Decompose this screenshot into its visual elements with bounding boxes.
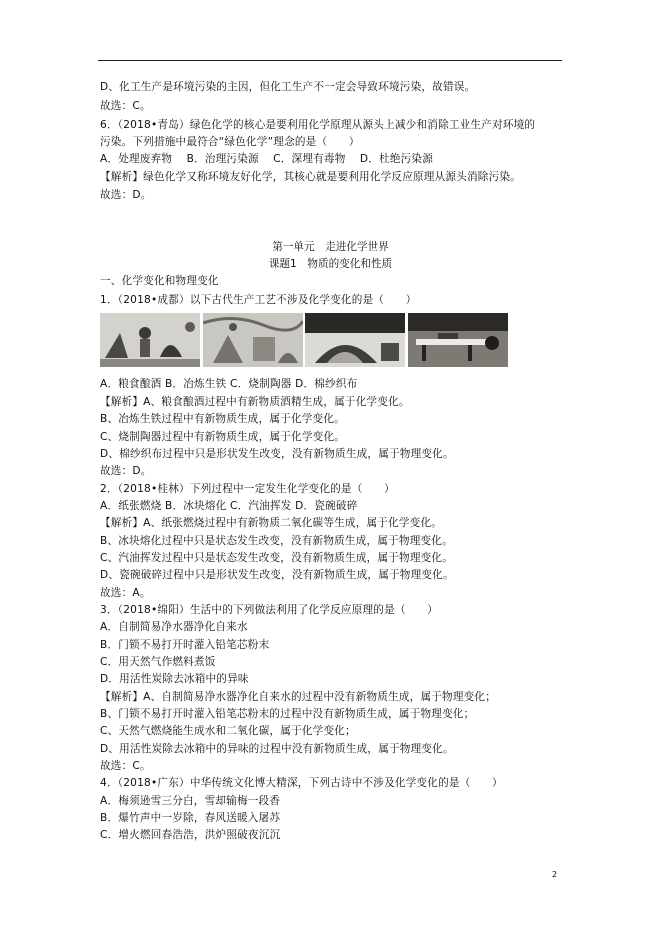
text-line: B、冶炼生铁过程中有新物质生成，属于化学变化。 [100,413,345,425]
text-line: C．用天然气作燃料煮饭 [100,656,216,668]
text-line: B．爆竹声中一岁除，春风送暖入屠苏 [100,812,281,824]
pottery-firing-image [305,313,406,367]
text-line: C、天然气燃烧能生成水和二氧化碳，属于化学变化； [100,725,356,737]
text-line: 故选：A。 [100,587,151,599]
text-line: 【解析】绿色化学又称环境友好化学，其核心就是要利用化学反应原理从源头消除污染。 [100,171,521,183]
text-line: 【解析】A、自制简易净水器净化自来水的过程中没有新物质生成，属于物理变化； [100,691,497,703]
text-line: 【解析】A、粮食酿酒过程中有新物质酒精生成，属于化学变化。 [100,396,410,408]
lesson-title: 课题1 物质的变化和性质 [268,258,393,270]
text-line: B、门锁不易打开时灌入铅笔芯粉末的过程中没有新物质生成，属于物理变化； [100,708,475,720]
text-line: D．用活性炭除去冰箱中的异味 [100,673,249,685]
text-line: A．自制简易净水器净化自来水 [100,621,248,633]
text-line: D、瓷碗破碎过程中只是形状发生改变，没有新物质生成，属于物理变化。 [100,569,454,581]
header-rule [98,60,562,61]
text-line: 4．（2018•广东）中华传统文化博大精深，下列古诗中不涉及化学变化的是（ ） [100,777,503,789]
iron-smelting-image [203,313,304,367]
question-1-stem: 1．（2018•成都）以下古代生产工艺不涉及化学变化的是（ ） [100,294,417,306]
page-number: 2 [552,870,558,879]
text-line: 2．（2018•桂林）下列过程中一定发生化学变化的是（ ） [100,483,395,495]
text-line: B．门锁不易打开时灌入铅笔芯粉末 [100,639,270,651]
text-line: 故选：D。 [100,465,152,477]
text-line: D、化工生产是环境污染的主因，但化工生产不一定会导致环境污染，故错误。 [100,81,476,93]
text-line: 故选：C。 [100,760,151,772]
grain-wine-image [100,313,201,367]
text-line: A．梅须逊雪三分白，雪却输梅一段香 [100,795,281,807]
text-line: C、烧制陶器过程中有新物质生成，属于化学变化。 [100,431,346,443]
text-line: 污染。下列措施中最符合“绿色化学”理念的是（ ） [100,136,360,148]
text-line: A．纸张燃烧 B．冰块熔化 C．汽油挥发 D．瓷碗破碎 [100,500,358,512]
text-line: 6．（2018•青岛）绿色化学的核心是要利用化学原理从源头上减少和消除工业生产对环境的 [100,119,536,131]
text-line: A．处理废弃物 B．治理污染源 C．深埋有毒物 D．杜绝污染源 [100,153,434,165]
text-line: C、汽油挥发过程中只是状态发生改变，没有新物质生成，属于物理变化。 [100,552,453,564]
cotton-weaving-image [408,313,509,367]
text-line: D、棉纱织布过程中只是形状发生改变，没有新物质生成，属于物理变化。 [100,448,454,460]
text-line: 故选：D。 [100,189,152,201]
text-line: B、冰块熔化过程中只是状态发生改变，没有新物质生成，属于物理变化。 [100,535,453,547]
text-line: 3．（2018•绵阳）生活中的下列做法利用了化学反应原理的是（ ） [100,604,439,616]
text-line: A．粮食酿酒 B．冶炼生铁 C．烧制陶器 D．棉纱织布 [100,378,358,390]
question-1-images [100,313,508,367]
text-line: D、用活性炭除去冰箱中的异味的过程中没有新物质生成，属于物理变化。 [100,743,454,755]
text-line: 故选：C。 [100,100,151,112]
text-line: C．增火燃回春浩浩，洪炉照破夜沉沉 [100,829,281,841]
text-line: 【解析】A、纸张燃烧过程中有新物质二氧化碳等生成，属于化学变化。 [100,517,443,529]
unit-title: 第一单元 走进化学世界 [272,241,389,253]
section-title: 一、化学变化和物理变化 [100,275,219,287]
